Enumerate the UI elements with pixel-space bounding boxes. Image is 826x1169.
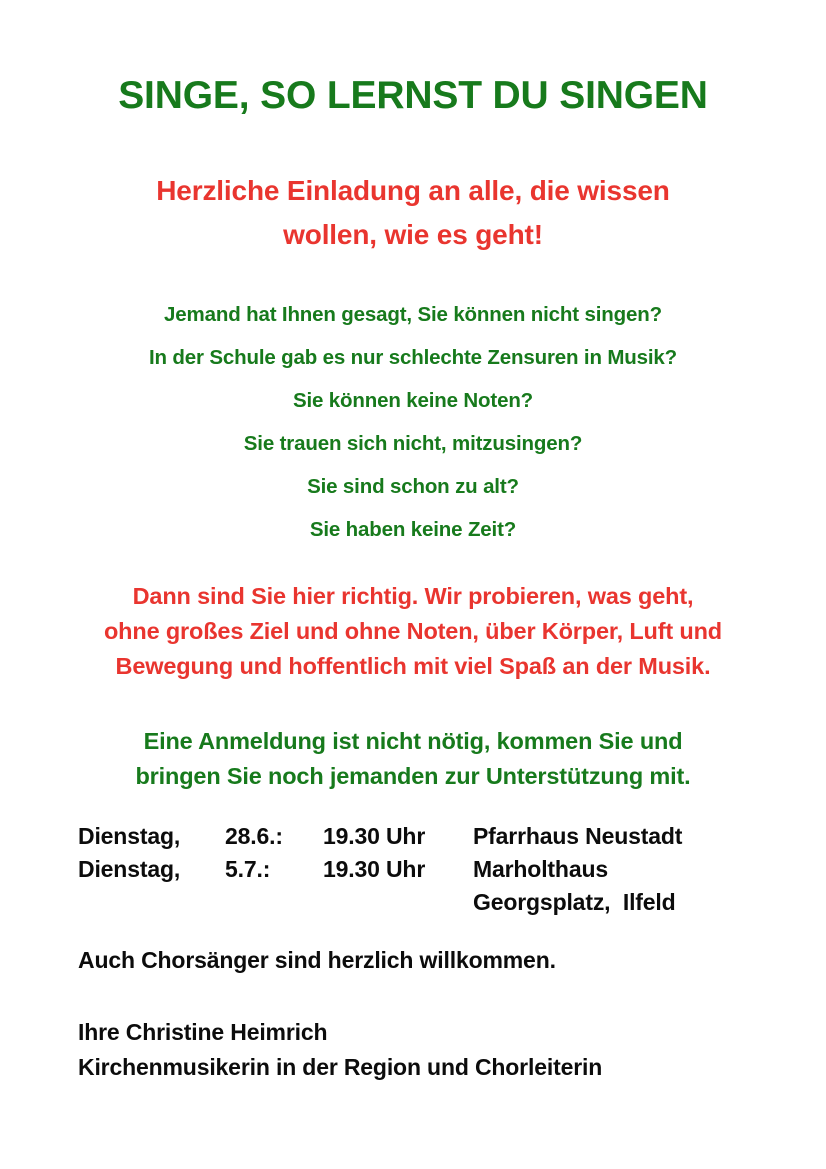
schedule-day bbox=[78, 886, 225, 919]
registration-line: Eine Anmeldung ist nicht nötig, kommen Sie und bbox=[143, 728, 683, 754]
pitch-line: Dann sind Sie hier richtig. Wir probieren, was geht, bbox=[132, 583, 694, 609]
schedule-time bbox=[323, 886, 473, 919]
schedule-time: 19.30 Uhr bbox=[323, 823, 426, 849]
subtitle-line: Herzliche Einladung an alle, die wissen bbox=[156, 175, 670, 206]
signature-block bbox=[78, 1015, 766, 1085]
schedule-date: 28.6.: bbox=[225, 823, 283, 849]
question-item: Sie trauen sich nicht, mitzusingen? bbox=[243, 432, 583, 455]
registration-paragraph bbox=[60, 724, 766, 794]
schedule-date bbox=[225, 886, 323, 919]
question-item: Sie können keine Noten? bbox=[292, 389, 534, 412]
pitch-line: ohne großes Ziel und ohne Noten, über Körper, Luft und bbox=[103, 618, 722, 644]
question-item: Jemand hat Ihnen gesagt, Sie können nicht singen? bbox=[164, 303, 662, 326]
subtitle-line: wollen, wie es geht! bbox=[283, 219, 543, 250]
pitch-line: Bewegung und hoffentlich mit viel Spaß an der Musik. bbox=[115, 653, 711, 679]
schedule-location: Marholthaus bbox=[473, 856, 608, 882]
schedule-day: Dienstag, bbox=[78, 823, 181, 849]
schedule-time: 19.30 Uhr bbox=[323, 856, 426, 882]
registration-line: bringen Sie noch jemanden zur Unterstützung mit. bbox=[135, 763, 691, 789]
schedule-location: Pfarrhaus Neustadt bbox=[473, 823, 683, 849]
schedule-date: 5.7.: bbox=[225, 856, 271, 882]
question-item: Sie sind schon zu alt? bbox=[307, 475, 519, 498]
flyer-title: SINGE, SO LERNST DU SINGEN bbox=[118, 74, 708, 117]
question-item: In der Schule gab es nur schlechte Zensuren in Musik? bbox=[148, 346, 678, 369]
schedule-location: Georgsplatz, Ilfeld bbox=[473, 889, 676, 915]
welcome-note: Auch Chorsänger sind herzlich willkommen. bbox=[78, 947, 556, 973]
questions-list bbox=[60, 293, 766, 551]
schedule-table bbox=[78, 820, 766, 919]
signature-name: Ihre Christine Heimrich bbox=[78, 1019, 328, 1045]
schedule-day: Dienstag, bbox=[78, 856, 181, 882]
signature-role: Kirchenmusikerin in der Region und Chorleiterin bbox=[78, 1054, 603, 1080]
pitch-paragraph bbox=[60, 579, 766, 684]
flyer-subtitle bbox=[60, 169, 766, 257]
question-item: Sie haben keine Zeit? bbox=[309, 518, 517, 541]
